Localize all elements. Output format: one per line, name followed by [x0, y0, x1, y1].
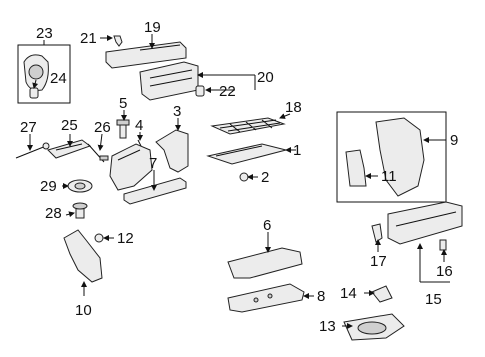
callout-10: 10 — [75, 302, 92, 319]
part-2 — [240, 173, 248, 181]
callout-8: 8 — [317, 288, 326, 305]
part-14 — [372, 286, 392, 302]
part-29 — [68, 180, 92, 192]
part-13 — [344, 314, 404, 340]
part-1 — [208, 144, 286, 164]
part-28 — [73, 203, 87, 218]
callout-28: 28 — [45, 205, 62, 222]
callout-12: 12 — [117, 230, 134, 247]
callout-5: 5 — [119, 95, 128, 112]
part-15 — [388, 202, 462, 244]
part-27 — [16, 143, 49, 158]
callout-18: 18 — [285, 99, 302, 116]
part-22 — [196, 86, 204, 96]
callout-9: 9 — [450, 132, 459, 149]
callout-15: 15 — [425, 291, 442, 308]
callout-20: 20 — [257, 69, 274, 86]
callout-19: 19 — [144, 19, 161, 36]
part-26 — [88, 144, 108, 162]
callout-26: 26 — [94, 119, 111, 136]
part-24 — [30, 88, 38, 98]
callout-17: 17 — [370, 253, 387, 270]
callout-27: 27 — [20, 119, 37, 136]
part-18 — [212, 118, 284, 134]
part-23 — [24, 55, 48, 90]
part-trim-left — [110, 144, 152, 190]
callout-13: 13 — [319, 318, 336, 335]
part-21 — [114, 36, 122, 46]
part-20 — [140, 62, 198, 100]
part-6 — [228, 248, 302, 278]
callout-6: 6 — [263, 217, 272, 234]
callout-labels — [20, 19, 458, 335]
callout-24: 24 — [50, 70, 67, 87]
part-12 — [95, 234, 103, 242]
callout-25: 25 — [61, 117, 78, 134]
part-25 — [48, 140, 90, 158]
part-5 — [117, 120, 129, 138]
callout-1: 1 — [293, 142, 302, 159]
callout-23: 23 — [36, 25, 53, 42]
callout-14: 14 — [340, 285, 357, 302]
callout-22: 22 — [219, 83, 236, 100]
part-8 — [228, 284, 304, 312]
part-16 — [440, 240, 446, 250]
callout-3: 3 — [173, 103, 182, 120]
callout-2: 2 — [261, 169, 270, 186]
callout-4: 4 — [135, 117, 144, 134]
callout-7: 7 — [149, 155, 158, 172]
part-11 — [346, 150, 366, 186]
callout-16: 16 — [436, 263, 453, 280]
callout-21: 21 — [80, 30, 97, 47]
callout-11: 11 — [381, 168, 397, 185]
callout-29: 29 — [40, 178, 57, 195]
part-3 — [156, 130, 188, 172]
part-17 — [372, 224, 382, 242]
